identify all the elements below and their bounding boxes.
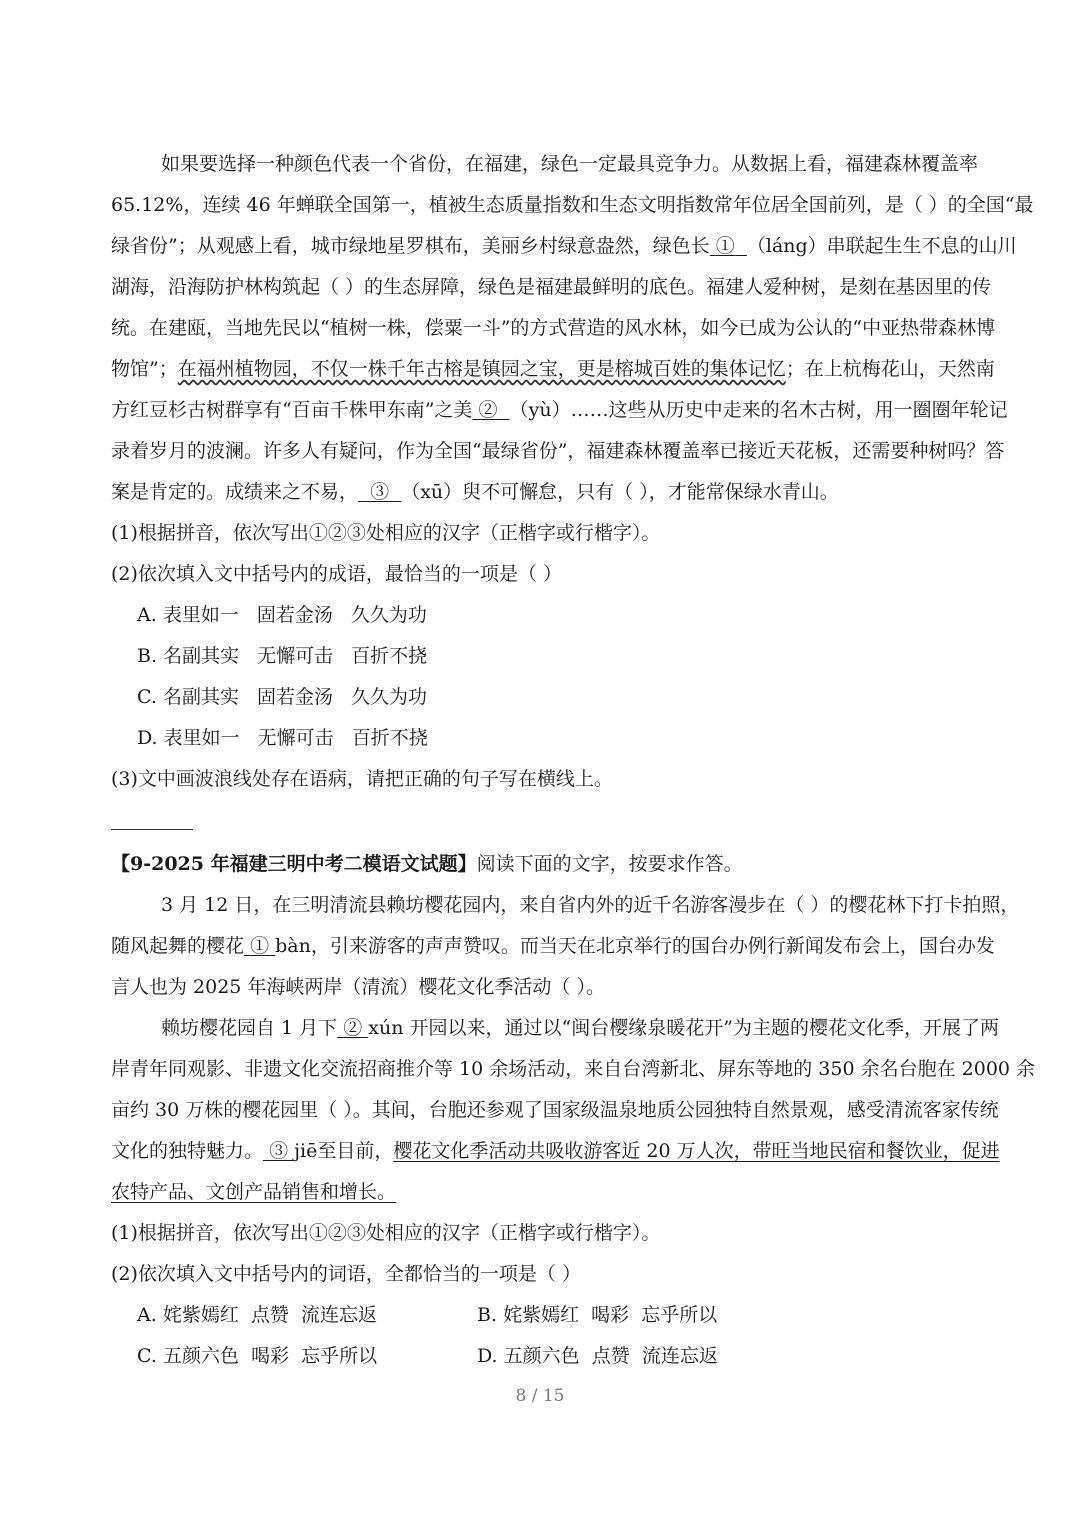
question-1: (1)根据拼音，依次写出①②③处相应的汉字（正楷字或行楷字）。 [111,522,661,544]
underlined-sentence-end: 农特产品、文创产品销售和增长。 [111,1181,397,1203]
s2-option-b: B. 姹紫嫣红 喝彩 忘乎所以 [477,1304,718,1326]
s2-option-c: C. 五颜六色 喝彩 忘乎所以 [137,1345,378,1367]
passage1-line-4: 湖海，沿海防护林构筑起（ ）的生态屏障，绿色是福建最鲜明的底色。福建人爱种树，是刻在基因里的传 [111,276,992,298]
page-indicator: 8 / 15 [515,1386,565,1406]
passage2-line-1: 3 月 12 日，在三明清流县赖坊樱花园内，来自省内外的近千名游客漫步在（ ）的樱花林下打卡拍照， [161,894,1020,916]
s2-option-d: D. 五颜六色 点赞 流连忘返 [477,1345,718,1367]
blank-s2-2: ② [343,1017,363,1039]
passage2-line-7: 文化的独特魅力。 ③ jiē至目前，樱花文化季活动共吸收游客近 20 万人次，带旺当地民宿和餐饮业，促进 [111,1140,1000,1162]
passage1-line-5: 统。在建瓯，当地先民以“植树一株，偿粟一斗”的方式营造的风水林，如今已成为公认的“中亚热带森林博 [111,317,996,339]
separator-rule [111,829,193,830]
passage2-line-2: 随风起舞的樱花 ① bàn，引来游客的声声赞叹。而当天在北京举行的国台办例行新闻发布会上，国台办发 [111,935,995,957]
wavy-underlined-sentence: 在福州植物园，不仅一株千年古榕是镇园之宝，更是榕城百姓的集体记忆 [177,358,786,380]
question-3: (3)文中画波浪线处存在语病，请把正确的句子写在横线上。 [111,768,613,790]
passage2-line-4: 赖坊樱花园自 1 月下 ② xún 开园以来，通过以“闽台樱缘泉暖花开”为主题的樱花文化季，开展了两 [161,1017,999,1039]
passage2-line-5: 岸青年同观影、非遗文化交流招商推介等 10 余场活动，来自台湾新北、屏东等地的 350 余名台胞在 2000 余 [111,1058,1036,1080]
question-2: (2)依次填入文中括号内的成语，最恰当的一项是（ ） [111,563,562,585]
s2-question-2: (2)依次填入文中括号内的词语，全都恰当的一项是（ ） [111,1263,581,1285]
blank-s2-3: ③ [269,1140,289,1162]
passage2-line-6: 亩约 30 万株的樱花园里（ ）。其间，台胞还参观了国家级温泉地质公园独特自然景观，感受清流客家传统 [111,1099,999,1121]
passage1-line-7: 方红豆杉古树群享有“百亩千株甲东南”之美 ② （yù）……这些从历史中走来的名木古树，用一圈圈年轮记 [111,399,1008,421]
option-b: B. 名副其实 无懈可击 百折不挠 [137,645,428,667]
passage1-line-3: 绿省份”；从观感上看，城市绿地星罗棋布，美丽乡村绿意盎然，绿色长 ① （láng）串联起生生不息的山川 [111,235,1017,257]
underlined-sentence: 樱花文化季活动共吸收游客近 20 万人次，带旺当地民宿和餐饮业，促进 [393,1140,1000,1162]
section2-heading: 【9-2025 年福建三明中考二模语文试题】阅读下面的文字，按要求作答。 [111,853,743,875]
blank-3: ③ [370,481,390,503]
passage1-line-2: 65.12%，连续 46 年蝉联全国第一，植被生态质量指数和生态文明指数常年位居全国前列，是（ ）的全国“最 [111,194,1034,216]
passage1-line-8: 录着岁月的波澜。许多人有疑问，作为全国“最绿省份”，福建森林覆盖率已接近天花板，还需要种树吗？答 [111,440,1005,462]
s2-question-1: (1)根据拼音，依次写出①②③处相应的汉字（正楷字或行楷字）。 [111,1222,661,1244]
s2-option-a: A. 姹紫嫣红 点赞 流连忘返 [137,1304,378,1326]
passage1-line-6: 物馆”；在福州植物园，不仅一株千年古榕是镇园之宝，更是榕城百姓的集体记忆；在上杭梅花山，天然南 [111,358,995,380]
option-d: D. 表里如一 无懈可击 百折不挠 [137,727,428,749]
passage1-line-9: 案是肯定的。成绩来之不易， ③ （xū）臾不可懈怠，只有（ ），才能常保绿水青山。 [111,481,839,503]
blank-s2-1: ① [250,935,270,957]
option-a: A. 表里如一 固若金汤 久久为功 [137,604,427,626]
passage2-line-3: 言人也为 2025 年海峡两岸（清流）樱花文化季活动（ ）。 [111,976,605,998]
blank-2: ② [478,399,498,421]
passage1-line-1: 如果要选择一种颜色代表一个省份，在福建，绿色一定最具竞争力。从数据上看，福建森林覆盖率 [161,153,979,175]
blank-1: ① [715,235,735,257]
option-c: C. 名副其实 固若金汤 久久为功 [137,686,427,708]
passage2-line-8 [111,1180,971,1204]
